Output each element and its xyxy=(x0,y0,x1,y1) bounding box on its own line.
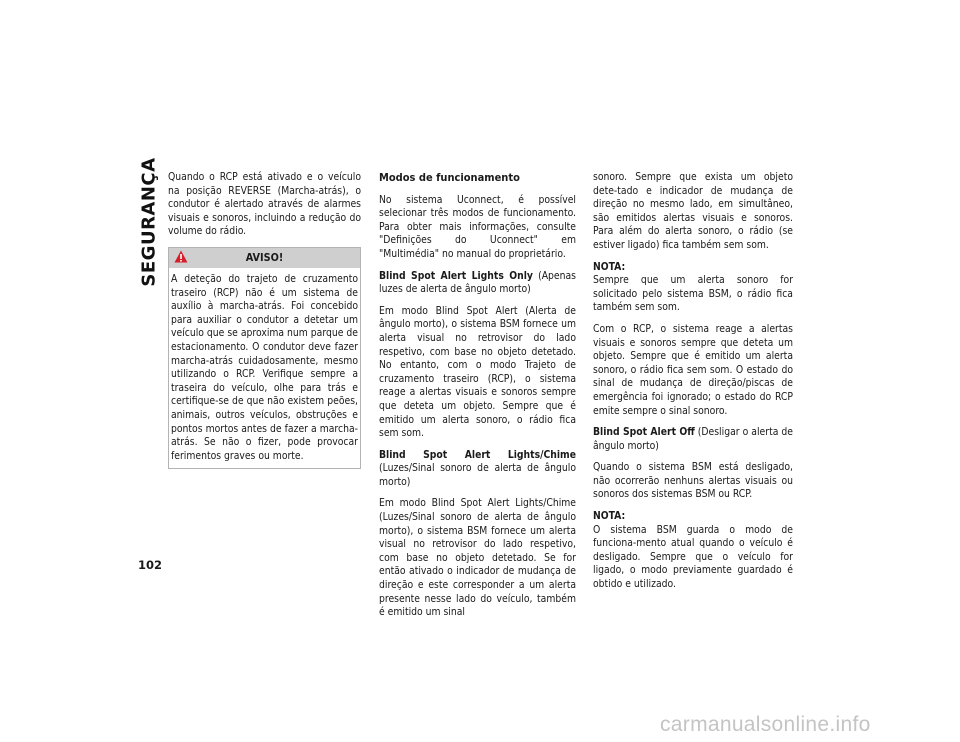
column-3 xyxy=(593,171,793,600)
column-1 xyxy=(168,171,361,469)
section-heading: Modos de funcionamento xyxy=(379,171,520,184)
rcp-paragraph: Com o RCP, o sistema reage a alertas visuais e sonoros sempre que deteta um objeto. Sempre que é emitido um alerta sonoro, o rádio fica sem som. O estado do sinal de mudança de direção/piscas de emergência foi ignorado; o estado do RCP emite sempre o sinal sonoro. xyxy=(593,322,793,417)
mode2-term: Blind Spot Alert Lights/Chime xyxy=(379,448,576,461)
warning-triangle-icon xyxy=(174,250,188,263)
warning-box xyxy=(168,247,361,469)
rcp-intro-paragraph: Quando o RCP está ativado e o veículo na posição REVERSE (Marcha-atrás), o condutor é alertado através de alarmes visuais e sonoros, incluindo a redução do volume do rádio. xyxy=(168,171,361,238)
mode2-title-paragraph xyxy=(379,449,576,490)
watermark: carmanualsonline.info xyxy=(660,713,871,736)
mode3-body: Quando o sistema BSM está desligado, não ocorrerão nenhuns alertas visuais ou sonoros dos sistemas BSM ou RCP. xyxy=(593,461,793,501)
mode1-description: (Apenas luzes de alerta de ângulo morto) xyxy=(379,269,576,296)
mode2-body: Em modo Blind Spot Alert Lights/Chime (Luzes/Sinal sonoro de alerta de ângulo morto), o sistema BSM fornece um alerta visual no retrovisor do lado respetivo, com base no objeto detetado. Se for então ativado o indicador de mudança de direção e este corresponder a um alerta presente nesse lado do veículo, também é emitido um sinal xyxy=(379,497,576,619)
note-2-label: NOTA: xyxy=(593,510,626,523)
column-2 xyxy=(379,171,576,628)
mode3-title-paragraph xyxy=(593,426,793,453)
section-title-vertical xyxy=(136,157,162,287)
page-number: 102 xyxy=(138,558,163,572)
note-2 xyxy=(593,510,793,592)
modes-intro-paragraph: No sistema Uconnect, é possível selecionar três modos de funcionamento. Para obter mais informações, consulte "Definições do Uconnect" em "Multimédia" no manual do proprietário. xyxy=(379,193,576,260)
section-title: SEGURANÇA xyxy=(138,157,160,287)
mode2-description: (Luzes/Sinal sonoro de alerta de ângulo morto) xyxy=(379,462,576,488)
note-2-text: O sistema BSM guarda o modo de funciona-mento atual quando o veículo é desligado. Sempre que o veículo for ligado, o modo previamente guardado é obtido e utilizado. xyxy=(593,523,793,591)
note-1-text: Sempre que um alerta sonoro for solicitado pelo sistema BSM, o rádio fica também sem som. xyxy=(593,274,793,314)
mode2-continuation: sonoro. Sempre que exista um objeto dete-tado e indicador de mudança de direção no mesmo lado, em simultâneo, são emitidos alertas visuais e sonoros. Para além do alerta sonoro, o rádio (se estiver ligado) fica também sem som. xyxy=(593,171,793,251)
warning-body xyxy=(169,268,360,468)
warning-title: AVISO! xyxy=(245,250,284,264)
mode1-title-paragraph xyxy=(379,270,576,297)
mode3-description: (Desligar o alerta de ângulo morto) xyxy=(593,426,794,452)
warning-header xyxy=(169,248,360,268)
mode3-term: Blind Spot Alert Off xyxy=(593,426,695,439)
mode1-body: Em modo Blind Spot Alert (Alerta de ângulo morto), o sistema BSM fornece um alerta visual no retrovisor do lado respetivo, com base no objeto detetado. No entanto, com o modo Trajeto de cruzamento traseiro (RCP), o sistema reage a alertas visuais e sonoros sempre que deteta um objeto. Sempre que é emitido um alerta sonoro, o rádio fica sem som. xyxy=(379,304,576,440)
mode1-term: Blind Spot Alert Lights Only xyxy=(379,269,533,282)
note-1 xyxy=(593,261,793,315)
warning-text: A deteção do trajeto de cruzamento traseiro (RCP) não é um sistema de auxílio à marcha-atrás. Foi concebido para auxiliar o condutor a detetar um veículo que se aproxima num parque de estacionamento. O condutor deve fazer marcha-atrás cuidadosamente, mesmo utilizando o RCP. Verifique sempre a traseira do veículo, olhe para trás e certifique-se de que não existem peões, animais, outros veículos, obstruções e pontos mortos antes de fazer a marcha-atrás. Se não o fizer, pode provocar ferimentos graves ou morte. xyxy=(171,272,358,462)
note-1-label: NOTA: xyxy=(593,260,626,273)
